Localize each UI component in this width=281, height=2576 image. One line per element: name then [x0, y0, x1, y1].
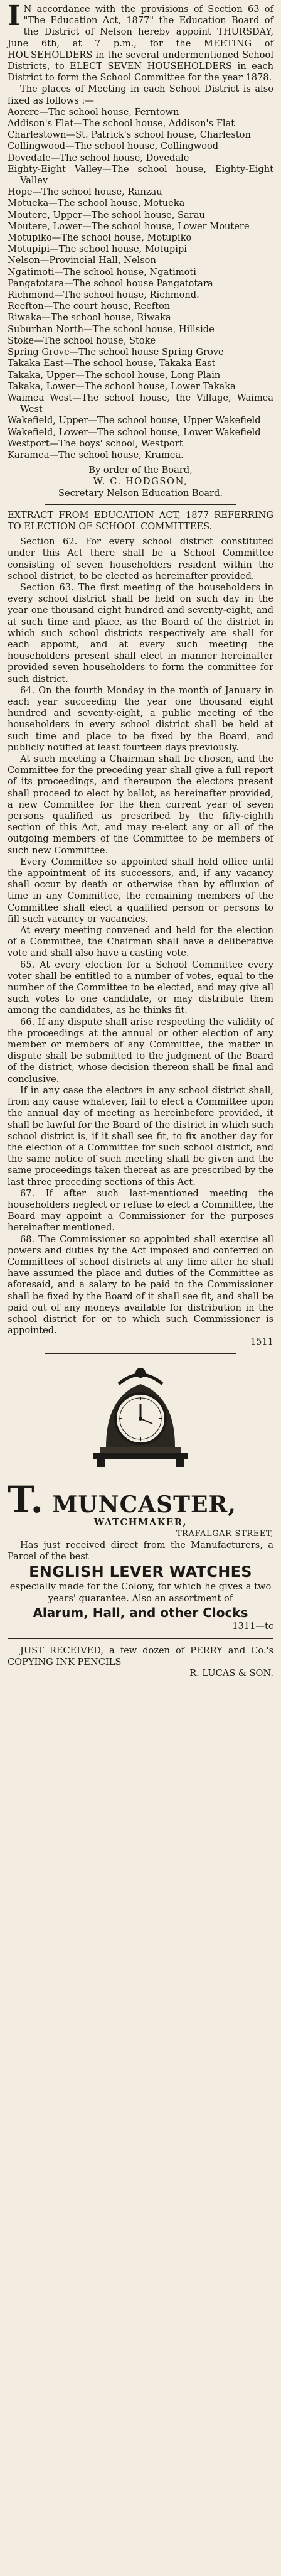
- divider: [45, 504, 236, 505]
- meeting-place-item: Charlestown—St. Patrick's school house, Charleston: [8, 129, 251, 141]
- act-extract: [8, 510, 273, 1348]
- extract-paragraph: If in any case the electors in any school district shall, from any cause whatever, fail to elect a Committee upon the annual day of meeting as hereinbefore provided, it shall be lawful for the Board of the district in which such school district is, if it shall see fit, to fix another day for the election of a Committee for such school district, and the same notice of such meeting shall be given and the same proceedings taken thereat as are prescribed by the last three preceding sections of this Act.: [8, 1085, 273, 1188]
- street: TRAFALGAR-STREET,: [176, 1529, 273, 1539]
- meeting-place-item: Eighty-Eight Valley—The school house, Eighty-Eight Valley: [8, 163, 273, 187]
- meeting-place-item: Karamea—The school house, Kramea.: [8, 449, 184, 460]
- education-notice: [8, 0, 273, 499]
- ad-intro: Has just received direct from the Manufacturers, a Parcel of the best: [8, 1539, 273, 1562]
- ad-headline: ENGLISH LEVER WATCHES: [29, 1563, 252, 1581]
- advertiser-name: [8, 1478, 273, 1521]
- meeting-place-item: Westport—The boys' school, Westport: [8, 438, 183, 449]
- clock-icon: [81, 1359, 200, 1478]
- ad-ref: 1311—tc: [232, 1620, 273, 1632]
- advertiser-initial: T.: [8, 1478, 44, 1521]
- meeting-place-item: Aorere—The school house, Ferntown: [8, 106, 179, 117]
- meeting-place-item: Nelson—Provincial Hall, Nelson: [8, 255, 156, 266]
- meeting-place-item: Dovedale—The school house, Dovedale: [8, 152, 189, 163]
- extract-paragraph: Every Committee so appointed shall hold office until the appointment of its successors, and, if any vacancy shall occur by death or otherwise than by effluxion of time in any Committee, the remaining members of the Committee shall elect a qualified person or persons to fill such vacancy or vacancies.: [8, 856, 273, 924]
- meeting-place-item: Wakefield, Lower—The school house, Lower Wakefield: [8, 426, 261, 438]
- extract-paragraph: 65. At every election for a School Committee every voter shall be entitled to a number of votes, equal to the number of the Committee to be elected, and may give all such votes to one candidate, or may distribute them among the candidates, as he thinks fit.: [8, 959, 273, 1016]
- extract-paragraph: 68. The Commissioner so appointed shall exercise all powers and duties by the Act imposed and conferred on Committees of school districts at any time after he shall have assumed the place and duties of the Committee as aforesaid, and a salary to be paid to the Commissioner shall be fixed by the Board of it shall see fit, and shall be paid out of any moneys available for distribution in the school district for or to which such Commissioner is appointed.: [8, 1233, 273, 1336]
- meeting-place-item: Ngatimoti—The school house, Ngatimoti: [8, 266, 196, 278]
- meeting-place-item: Moutere, Upper—The school house, Sarau: [8, 209, 205, 220]
- lucas-line: JUST RECEIVED, a few dozen of PERRY and Co.'s COPYING INK PENCILS: [8, 1645, 273, 1668]
- meeting-place-item: Stoke—The school house, Stoke: [8, 335, 156, 346]
- meeting-place-item: Riwaka—The school house, Riwaka: [8, 312, 171, 323]
- extract-paragraph: At such meeting a Chairman shall be chosen, and the Committee for the preceding year shall give a full report of its proceedings, and thereupon the electors present shall proceed to elect by ballot, as hereinafter provided, a new Committee for the then current year of seven persons qualified as prescribed by the fifty-eighth section of this Act, and may re-elect any or all of the outgoing members of the Committee to be members of such new Committee.: [8, 754, 273, 856]
- meeting-place-item: Motueka—The school house, Motueka: [8, 198, 185, 209]
- extract-paragraphs: [8, 536, 273, 1336]
- meeting-place-item: Hope—The school house, Ranzau: [8, 187, 162, 198]
- clock-illustration: [81, 1359, 200, 1478]
- meeting-place-item: Suburban North—The school house, Hillside: [8, 323, 215, 335]
- ad-body: especially made for the Colony, for which he gives a two years' guarantee. Also an assortment of: [9, 1581, 272, 1604]
- extract-ref: 1511: [250, 1336, 273, 1348]
- extract-paragraph: Section 62. For every school district constituted under this Act there shall be a School Committee consisting of seven householders resident within the school district, to be elected as hereinafter provided.: [8, 536, 273, 582]
- meeting-place-item: Waimea West—The school house, the Village, Waimea West: [8, 392, 273, 415]
- meeting-place-item: Addison's Flat—The school house, Addison's Flat: [8, 118, 235, 129]
- signatory-title: Secretary Nelson Education Board.: [58, 487, 223, 499]
- divider: [45, 1353, 236, 1354]
- muncaster-advert: [8, 1478, 273, 1632]
- lucas-notice: [8, 1645, 273, 1680]
- extract-paragraph: Section 63. The first meeting of the householders in every school district shall be held on such day in the year one thousand eight hundred and seventy-eight, and at such time and place, as the Board of the district in which such school districts respectively are shall for each appoint, and at every such meeting the householders present shall elect in manner hereinafter provided seven householders to form the committee for such district.: [8, 582, 273, 685]
- notice-intro-text: N accordance with the provisions of Section 63 of "The Education Act, 1877" the Education Board of the District of Nelson hereby appoint THURSDAY, June 6th, at 7 p.m., for the MEETING of HOUSEHOLDERS in the several undermentioned School Districts, to ELECT SEVEN HOUSEHOLDERS in each District to form the School Committee for the year 1878.: [8, 4, 273, 84]
- places-intro: The places of Meeting in each School District is also fixed as follows :—: [8, 84, 273, 106]
- extract-paragraph: 64. On the fourth Monday in the month of January in each year succeeding the year one thousand eight hundred and seventy-eight, a public meeting of the householders in every school district shall be held at such time and place to be fixed by the Board, and publicly notified at least fourteen days previously.: [8, 685, 273, 753]
- extract-heading: EXTRACT FROM EDUCATION ACT, 1877 REFERRING TO ELECTION OF SCHOOL COMMITTEES.: [8, 509, 273, 532]
- signatory: W. C. HODGSON,: [93, 476, 188, 487]
- meeting-place-item: Pangatotara—The school house Pangatotara: [8, 278, 213, 289]
- meeting-place-item: Takaka, Lower—The school house, Lower Takaka: [8, 381, 236, 392]
- meeting-place-item: Richmond—The school house, Richmond.: [8, 290, 199, 301]
- meeting-place-item: Wakefield, Upper—The school house, Upper Wakefield: [8, 415, 261, 426]
- order-line: By order of the Board,: [88, 465, 193, 476]
- meeting-place-item: Takaka, Upper—The school house, Long Plain: [8, 369, 221, 381]
- extract-paragraph: 66. If any dispute shall arise respecting the validity of the proceedings at the annual or other election of any member or members of any Committee, the matter in dispute shall be submitted to the judgment of the Board of the district, whose decision thereon shall be final and conclusive.: [8, 1016, 273, 1085]
- extract-paragraph: 67. If after such last-mentioned meeting the householders neglect or refuse to elect a Committee, the Board may appoint a Commissioner for the purposes hereinafter mentioned.: [8, 1188, 273, 1233]
- advertiser-surname: MUNCASTER,: [52, 1491, 236, 1518]
- profession: WATCHMAKER,: [93, 1517, 188, 1528]
- meeting-places-list: [8, 107, 273, 461]
- meeting-place-item: Takaka East—The school house, Takaka East: [8, 358, 216, 369]
- meeting-place-item: Motupiko—The school house, Motupiko: [8, 232, 192, 244]
- clocks-line: Alarum, Hall, and other Clocks: [33, 1605, 248, 1620]
- meeting-place-item: Reefton—The court house, Reefton: [8, 301, 171, 312]
- extract-paragraph: At every meeting convened and held for the election of a Committee, the Chairman shall have a deliberative vote and shall also have a casting vote.: [8, 925, 273, 959]
- meeting-place-item: Moutere, Lower—The school house, Lower Moutere: [8, 220, 250, 232]
- meeting-place-item: Motupipi—The school house, Motupipi: [8, 244, 187, 255]
- meeting-place-item: Collingwood—The school house, Collingwood: [8, 141, 219, 152]
- drop-cap: I: [8, 0, 21, 32]
- divider: [8, 1638, 273, 1639]
- lucas-signature: R. LUCAS & SON.: [189, 1668, 273, 1679]
- notice-intro-paragraph: [8, 0, 273, 84]
- meeting-place-item: Spring Grove—The school house Spring Grove: [8, 347, 224, 358]
